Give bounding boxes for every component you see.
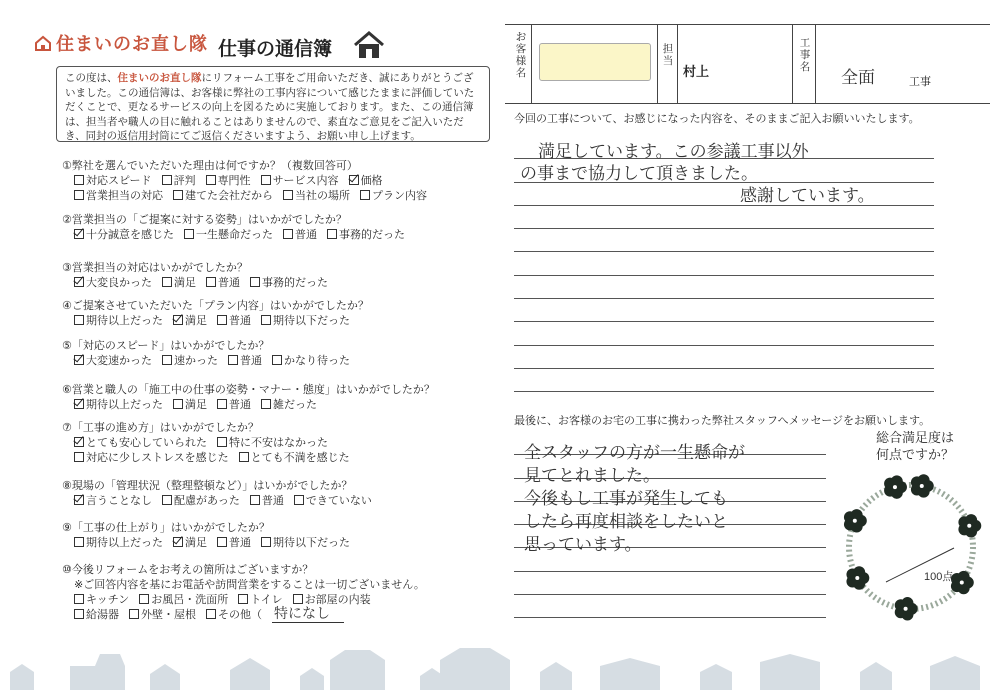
option-checkbox[interactable]: [162, 353, 218, 368]
option-checkbox[interactable]: [173, 535, 207, 550]
other-answer: 特になし: [272, 606, 344, 623]
option-checkbox[interactable]: [162, 173, 196, 188]
checkbox-icon[interactable]: [250, 495, 260, 505]
checkbox-icon[interactable]: [217, 315, 227, 325]
option-checkbox[interactable]: [250, 493, 284, 508]
question-8: [62, 478, 492, 508]
checkbox-icon[interactable]: [261, 537, 271, 547]
option-checkbox[interactable]: [206, 275, 240, 290]
checkbox-icon[interactable]: [261, 175, 271, 185]
question-3: [62, 260, 492, 290]
option-label: とても不満を感じた: [250, 451, 350, 464]
staff-label: 担当: [662, 43, 674, 67]
checkbox-icon[interactable]: [74, 594, 84, 604]
townscape-decoration: [0, 636, 1000, 690]
satisfaction-wreath: [826, 462, 996, 632]
checkbox-icon[interactable]: [74, 452, 84, 462]
option-checkbox[interactable]: [74, 493, 152, 508]
flower-icon: [884, 475, 907, 498]
option-checkbox[interactable]: [74, 535, 163, 550]
checkbox-icon[interactable]: [139, 594, 149, 604]
question-10: [62, 562, 492, 622]
option-checkbox[interactable]: [261, 173, 339, 188]
option-checkbox[interactable]: [173, 313, 207, 328]
checkbox-icon[interactable]: [217, 437, 227, 447]
option-label: 専門性: [217, 174, 251, 187]
question-1: [62, 158, 492, 203]
option-checkbox[interactable]: [349, 173, 383, 188]
option-label: 期待以上だった: [86, 536, 163, 549]
flower-icon: [958, 514, 981, 537]
option-checkbox[interactable]: [217, 313, 251, 328]
checkbox-icon[interactable]: [162, 277, 172, 287]
option-label: 当社の場所: [295, 189, 350, 202]
checkbox-icon[interactable]: [349, 175, 359, 185]
question-title: ⑧現場の「管理状況（整理整頓など）」はいかがでしたか？: [62, 479, 353, 492]
checkbox-icon[interactable]: [173, 315, 183, 325]
option-label: 一生懸命だった: [196, 228, 273, 241]
question-title: ④ご提案させていただいた「プラン内容」はいかがでしたか？: [62, 299, 369, 312]
question-title: ①弊社を選んでいただいた理由は何ですか？（複数回答可）: [62, 159, 358, 172]
option-label: 普通: [218, 276, 240, 289]
checkbox-icon[interactable]: [74, 495, 84, 505]
option-checkbox[interactable]: [74, 313, 163, 328]
checkbox-icon[interactable]: [228, 355, 238, 365]
option-checkbox[interactable]: [173, 188, 273, 203]
option-checkbox[interactable]: [294, 493, 372, 508]
checkbox-icon[interactable]: [173, 190, 183, 200]
option-label: 大変良かった: [86, 276, 152, 289]
option-label: トイレ: [250, 593, 283, 606]
checkbox-icon[interactable]: [74, 190, 84, 200]
option-checkbox[interactable]: [283, 227, 317, 242]
option-checkbox[interactable]: [74, 227, 174, 242]
option-label: できていない: [305, 494, 372, 507]
question-title: ⑥営業と職人の「施工中の仕事の姿勢・マナー・態度」はいかがでしたか？: [62, 383, 435, 396]
option-label: プラン内容: [372, 189, 427, 202]
checkbox-icon[interactable]: [206, 175, 216, 185]
message-prompt: 最後に、お客様のお宅の工事に携わった弊社スタッフへメッセージをお願いします。: [514, 414, 931, 427]
option-label: 事務的だった: [339, 228, 405, 241]
question-title: ③営業担当の対応はいかがでしたか？: [62, 261, 248, 274]
option-label: 建てた会社だから: [185, 189, 273, 202]
option-label: その他（: [218, 608, 262, 621]
option-label: 普通: [229, 398, 251, 411]
question-4: [62, 298, 492, 328]
checkbox-icon[interactable]: [283, 229, 293, 239]
option-label: かなり待った: [284, 354, 350, 367]
comments-handwriting: 満足しています。この参議工事以外 の事まで協力して頂きました。 感謝しています。: [520, 142, 875, 206]
flower-icon: [895, 597, 918, 620]
option-label: 配慮があった: [174, 494, 240, 507]
option-label: サービス内容: [272, 174, 339, 187]
option-label: 期待以上だった: [86, 398, 163, 411]
checkbox-icon[interactable]: [184, 229, 194, 239]
option-checkbox[interactable]: [261, 535, 350, 550]
option-label: 普通: [229, 314, 251, 327]
option-label: 給湯器: [86, 608, 119, 621]
option-label: 普通: [295, 228, 317, 241]
checkbox-icon[interactable]: [238, 594, 248, 604]
checkbox-icon[interactable]: [283, 190, 293, 200]
checkbox-icon[interactable]: [74, 229, 84, 239]
option-label: 期待以下だった: [273, 536, 350, 549]
flower-icon: [844, 509, 867, 532]
option-label: 評判: [173, 174, 196, 187]
option-label: 普通: [240, 354, 262, 367]
option-label: キッチン: [86, 593, 130, 606]
option-checkbox[interactable]: [217, 535, 251, 550]
question-title: ②営業担当の「ご提案に対する姿勢」はいかがでしたか？: [62, 213, 347, 226]
question-title: ⑦「工事の進め方」はいかがでしたか？: [62, 421, 259, 434]
customer-name-field[interactable]: [539, 43, 651, 81]
message-handwriting: 全スタッフの方が一生懸命が 見てとれました。 今後もし工事が発生しても したら再度相談をしたいと 思っています。: [524, 443, 745, 555]
document-title: 仕事の通信簿: [218, 38, 333, 60]
option-checkbox[interactable]: [74, 188, 163, 203]
checkbox-icon[interactable]: [217, 537, 227, 547]
question-7: [62, 420, 492, 465]
option-checkbox[interactable]: [74, 607, 119, 622]
option-checkbox[interactable]: [162, 493, 240, 508]
option-checkbox[interactable]: [74, 592, 129, 607]
option-checkbox[interactable]: [250, 275, 328, 290]
checkbox-icon[interactable]: [217, 399, 227, 409]
option-label: 対応に少しストレスを感じた: [86, 451, 229, 464]
work-suffix: 工事: [909, 75, 931, 88]
checkbox-icon[interactable]: [74, 175, 84, 185]
option-checkbox[interactable]: [239, 450, 350, 465]
checkbox-icon[interactable]: [74, 315, 84, 325]
brand-name: 住まいのお直し隊: [56, 34, 208, 55]
checkbox-icon[interactable]: [272, 355, 282, 365]
question-6: [62, 382, 492, 412]
option-checkbox[interactable]: [74, 435, 207, 450]
option-checkbox[interactable]: [238, 592, 282, 607]
option-checkbox[interactable]: [74, 450, 229, 465]
option-label: 対応スピード: [86, 174, 152, 187]
option-label: 満足: [185, 398, 207, 411]
checkbox-icon[interactable]: [239, 452, 249, 462]
checkbox-icon[interactable]: [74, 399, 84, 409]
question-note: ※ご回答内容を基にお電話や訪問営業をすることは一切ございません。: [74, 578, 425, 591]
option-checkbox[interactable]: [283, 188, 350, 203]
option-checkbox[interactable]: [217, 435, 328, 450]
checkbox-icon[interactable]: [206, 609, 216, 619]
question-9: [62, 520, 492, 550]
option-checkbox[interactable]: [228, 353, 262, 368]
option-checkbox[interactable]: [261, 313, 350, 328]
option-label: 大変速かった: [86, 354, 152, 367]
customer-info-header: [505, 24, 990, 104]
checkbox-icon[interactable]: [250, 277, 260, 287]
option-label: お部屋の内装: [304, 593, 371, 606]
option-label: 期待以上だった: [86, 314, 163, 327]
checkbox-icon[interactable]: [74, 277, 84, 287]
question-2: [62, 212, 492, 242]
option-label: 速かった: [174, 354, 218, 367]
option-label: 期待以下だった: [273, 314, 350, 327]
option-label: 満足: [185, 536, 207, 549]
checkbox-icon[interactable]: [74, 609, 84, 619]
option-label: 特に不安はなかった: [229, 436, 328, 449]
question-title: ⑤「対応のスピード」はいかがでしたか？: [62, 339, 270, 352]
checkbox-icon[interactable]: [162, 175, 172, 185]
option-checkbox[interactable]: [74, 353, 152, 368]
house-logo-icon: [34, 34, 52, 52]
work-name: 全面: [841, 68, 875, 88]
option-label: 言うことなし: [86, 494, 152, 507]
option-label: 普通: [229, 536, 251, 549]
checkbox-icon[interactable]: [74, 437, 84, 447]
option-checkbox[interactable]: [327, 227, 405, 242]
option-checkbox[interactable]: [272, 353, 350, 368]
intro-text: この度は、住まいのお直し隊にリフォーム工事をご用命いただき、誠にありがとうございました。この通信簿は、お客様に弊社の工事内容について感じたままに評価していただくことで、更なるサービスの向上を図るために実施しております。また、この通信簿は、担当者や職人の目に触れることはありませんので、素直なご意見をご記入いただき、同封の返信用封筒にてご返信くださいますよう、お願い申し上げます。: [56, 66, 490, 142]
option-label: 営業担当の対応: [86, 189, 163, 202]
customer-label: お客様名: [515, 31, 527, 79]
option-label: とても安心していられた: [86, 436, 207, 449]
option-checkbox[interactable]: [184, 227, 273, 242]
option-label: 雑だった: [273, 398, 317, 411]
option-checkbox[interactable]: [360, 188, 427, 203]
option-label: 価格: [360, 174, 383, 187]
checkbox-icon[interactable]: [360, 190, 370, 200]
option-checkbox[interactable]: [206, 173, 251, 188]
option-label: 事務的だった: [262, 276, 328, 289]
checkbox-icon[interactable]: [74, 355, 84, 365]
checkbox-icon[interactable]: [74, 537, 84, 547]
checkbox-icon[interactable]: [261, 315, 271, 325]
option-label: 満足: [174, 276, 196, 289]
checkbox-icon[interactable]: [294, 495, 304, 505]
option-label: 外壁・屋根: [141, 608, 196, 621]
checkbox-icon[interactable]: [129, 609, 139, 619]
flower-icon: [951, 571, 974, 594]
option-checkbox[interactable]: [173, 397, 207, 412]
option-checkbox[interactable]: [139, 592, 228, 607]
flower-icon: [911, 474, 934, 497]
question-title: ⑩今後リフォームをお考えの箇所はございますか？: [62, 563, 314, 576]
checkbox-icon[interactable]: [173, 537, 183, 547]
question-title: ⑨「工事の仕上がり」はいかがでしたか？: [62, 521, 270, 534]
satisfaction-question: 総合満足度は 何点ですか？: [875, 431, 954, 463]
question-5: [62, 338, 492, 368]
option-checkbox[interactable]: [74, 397, 163, 412]
comments-prompt: 今回の工事について、お感じになった内容を、そのままご記入お願いいたします。: [514, 112, 920, 125]
option-checkbox[interactable]: [129, 607, 196, 622]
staff-name: 村上: [683, 65, 710, 80]
option-checkbox[interactable]: [217, 397, 251, 412]
checkbox-icon[interactable]: [162, 355, 172, 365]
option-label: 普通: [261, 494, 284, 507]
work-label: 工事名: [799, 37, 811, 73]
checkbox-icon[interactable]: [327, 229, 337, 239]
satisfaction-score: 100点: [924, 571, 954, 583]
checkbox-icon[interactable]: [173, 399, 183, 409]
checkbox-icon[interactable]: [206, 277, 216, 287]
option-checkbox[interactable]: [74, 173, 152, 188]
option-checkbox[interactable]: [261, 397, 317, 412]
option-label: お風呂・洗面所: [151, 593, 229, 606]
brand-logo: [34, 30, 208, 56]
option-checkbox[interactable]: [293, 592, 371, 607]
option-checkbox[interactable]: [206, 607, 262, 622]
option-label: 満足: [185, 314, 207, 327]
checkbox-icon[interactable]: [261, 399, 271, 409]
option-checkbox[interactable]: [162, 275, 196, 290]
option-label: 十分誠意を感じた: [86, 228, 174, 241]
option-checkbox[interactable]: [74, 275, 152, 290]
checkbox-icon[interactable]: [293, 594, 303, 604]
house-icon: [352, 30, 386, 60]
checkbox-icon[interactable]: [162, 495, 172, 505]
